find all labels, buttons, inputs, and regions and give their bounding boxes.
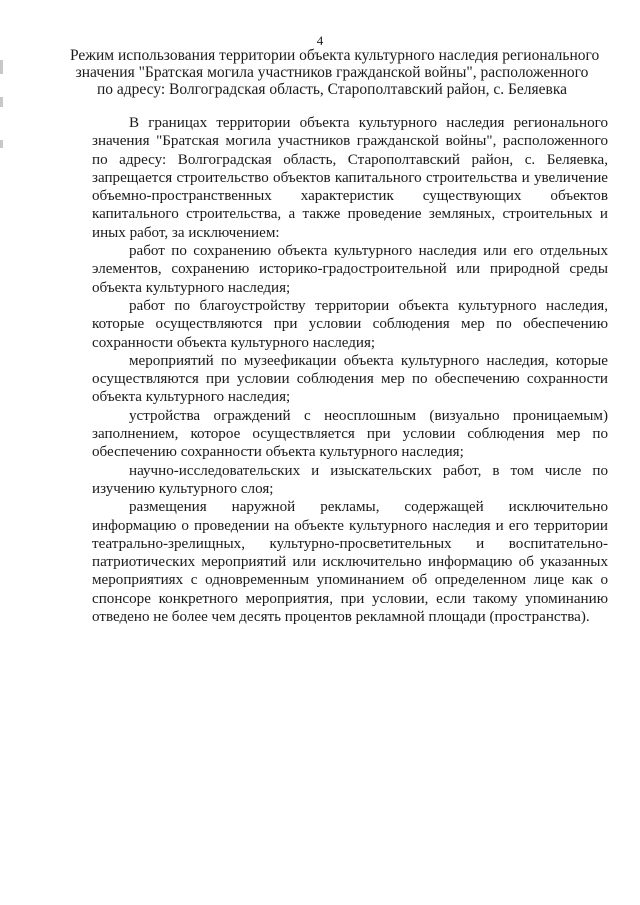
page-number: 4 bbox=[316, 33, 324, 48]
document-heading bbox=[70, 47, 600, 98]
heading-line: Режим использования территории объекта культурного наследия регионального bbox=[70, 47, 600, 64]
paragraph-museumification: мероприятий по музеефикации объекта культурного наследия, которые осуществляются при условии соблюдения мер по обеспечению сохранности объекта культурного наследия; bbox=[92, 352, 608, 406]
paragraph-outdoor-advertising: размещения наружной рекламы, содержащей исключительно информацию о проведении на объекте культурного наследия и его территории театрально-зрелищных, культурно-просветительных и воспитательно-патриотических мероприятий или исключительно информацию об указанных мероприятиях с одновременным упоминанием об определенном лице как о спонсоре конкретного мероприятия, при условии, если такому упоминанию отведено не более чем десять процентов рекламной площади (пространства). bbox=[92, 499, 608, 626]
paragraph-research-works: научно-исследовательских и изыскательских работ, в том числе по изучению культурного слоя; bbox=[92, 462, 608, 497]
paragraph-landscaping-works: работ по благоустройству территории объекта культурного наследия, которые осуществляются при условии соблюдения мер по обеспечению сохранности объекта культурного наследия; bbox=[92, 297, 608, 351]
paragraph-preservation-works: работ по сохранению объекта культурного наследия или его отдельных элементов, сохранению историко-градостроительной или природной среды объекта культурного наследия; bbox=[92, 243, 608, 296]
document-body bbox=[92, 114, 608, 626]
paragraph-intro: В границах территории объекта культурного наследия регионального значения "Братская могила участников гражданской войны", расположенного по адресу: Волгоградская область, Старополтавский район, с. Беляевка, запрещается строительство объектов капитального строительства и увеличение объемно-пространственных характеристик существующих объектов капитального строительства, а также проведение земляных, строительных и иных работ, за исключением: bbox=[92, 115, 608, 241]
scan-margin-marks bbox=[0, 0, 4, 905]
heading-line: значения "Братская могила участников гражданской войны", расположенного bbox=[75, 64, 589, 81]
heading-line: по адресу: Волгоградская область, Старополтавский район, с. Беляевка bbox=[96, 81, 568, 98]
paragraph-fencing: устройства ограждений с неосплошным (визуально проницаемым) заполнением, которое осуществляется при условии соблюдения мер по обеспечению сохранности объекта культурного наследия; bbox=[92, 407, 608, 461]
